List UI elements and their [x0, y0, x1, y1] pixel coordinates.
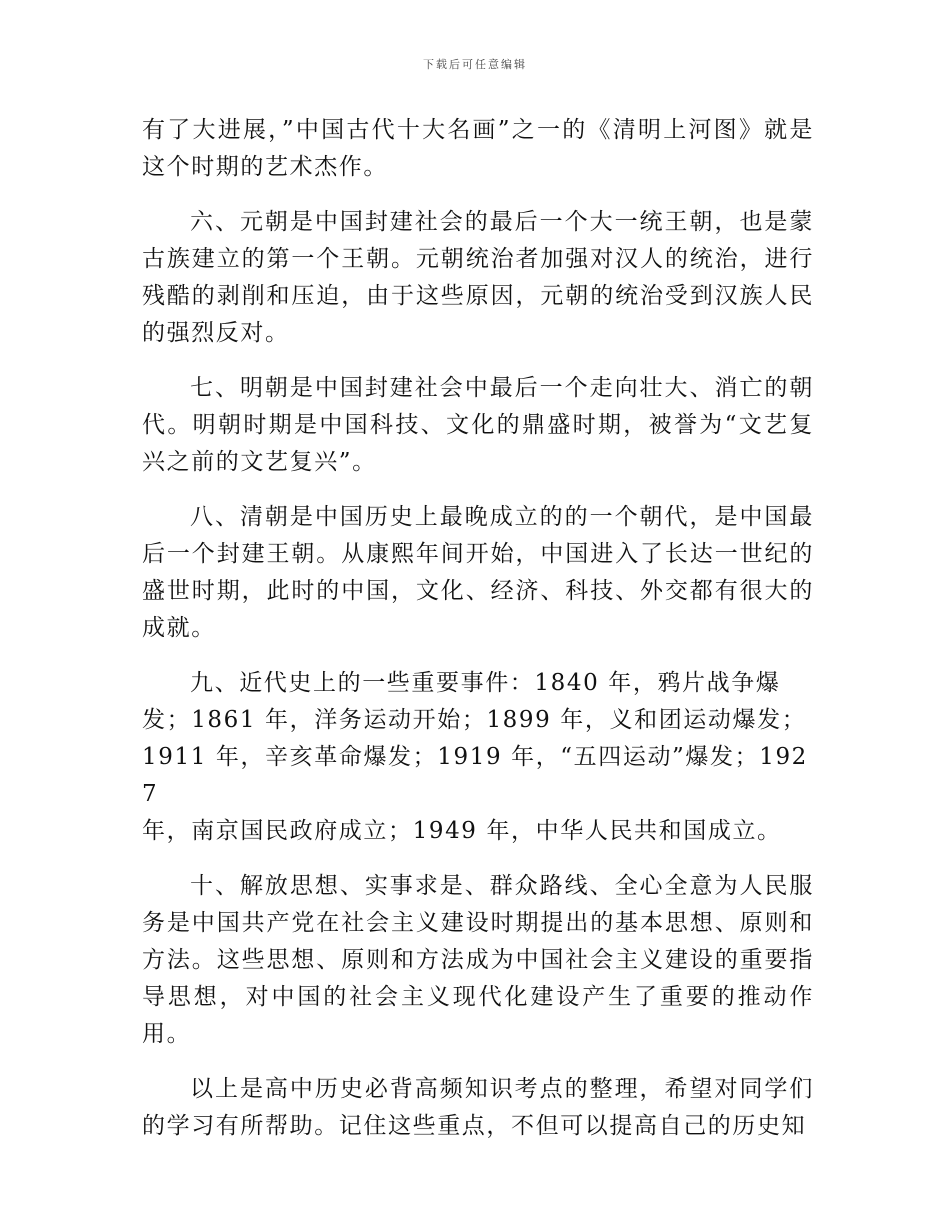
- page-header: 下载后可任意编辑: [423, 58, 527, 71]
- events-line-4: 年，南京国民政府成立；1949 年，中华人民共和国成立。: [142, 818, 782, 844]
- paragraph-modern-history-events: [142, 665, 814, 850]
- paragraph-ming-dynasty: 七、明朝是中国封建社会中最后一个走向壮大、消亡的朝代。明朝时期是中国科技、文化的鼎盛时期，被誉为“文艺复兴之前的文艺复兴”。: [142, 375, 814, 475]
- paragraph-yuan-dynasty: 六、元朝是中国封建社会的最后一个大一统王朝，也是蒙古族建立的第一个王朝。元朝统治者加强对汉人的统治，进行残酷的剥削和压迫，由于这些原因，元朝的统治受到汉族人民的强烈反对。: [142, 209, 814, 346]
- paragraph-party-principles: 十、解放思想、实事求是、群众路线、全心全意为人民服务是中国共产党在社会主义建设时期提出的基本思想、原则和方法。这些思想、原则和方法成为中国社会主义建设的重要指导思想，对中国的社会主义现代化建设产生了重要的推动作用。: [142, 873, 814, 1047]
- events-lead: 九、近代史上的一些重要事件：1840 年，鸦片战争爆: [190, 670, 781, 696]
- paragraph-qing-dynasty: 八、清朝是中国历史上最晚成立的的一个朝代，是中国最后一个封建王朝。从康熙年间开始，中国进入了长达一世纪的盛世时期，此时的中国，文化、经济、科技、外交都有很大的成就。: [142, 504, 814, 641]
- events-line-3: 1911 年，辛亥革命爆发；1919 年，“五四运动”爆发；1927: [142, 744, 808, 807]
- document-body: [142, 112, 814, 1163]
- events-line-2: 发；1861 年，洋务运动开始；1899 年，义和团运动爆发；: [142, 707, 807, 733]
- paragraph-continuation-song-dynasty: 有了大进展，”中国古代十大名画”之一的《清明上河图》就是这个时期的艺术杰作。: [142, 117, 814, 180]
- paragraph-conclusion: 以上是高中历史必背高频知识考点的整理，希望对同学们的学习有所帮助。记住这些重点，不但可以提高自己的历史知: [142, 1076, 814, 1139]
